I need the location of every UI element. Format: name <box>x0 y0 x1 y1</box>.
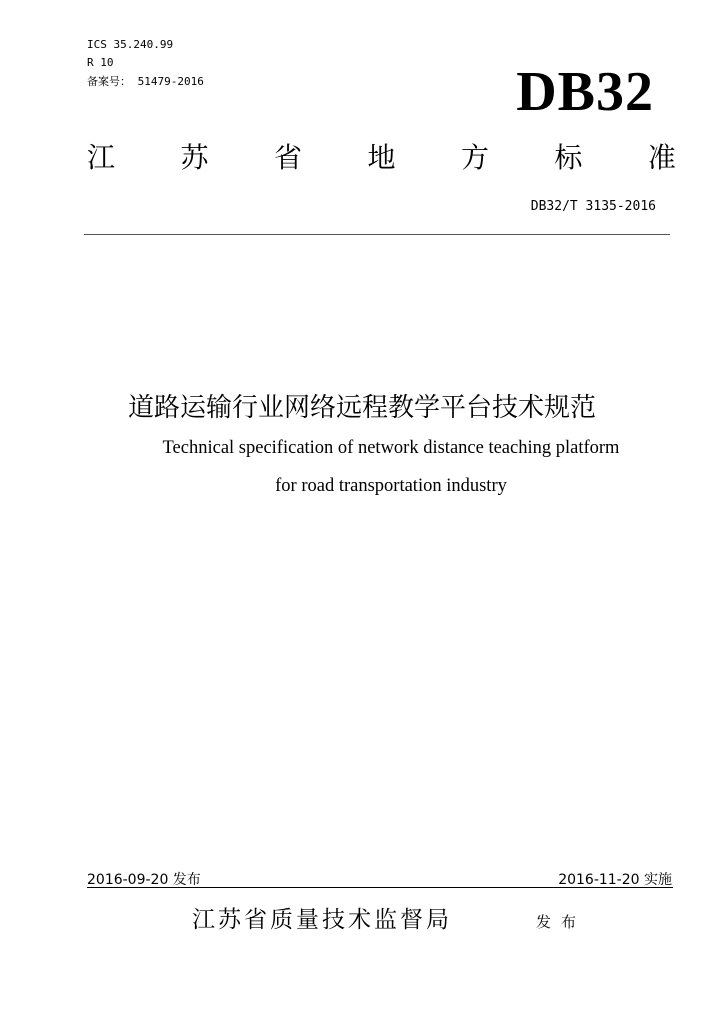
issuing-authority: 江苏省质量技术监督局 <box>192 907 452 933</box>
category-code: R 10 <box>87 56 114 69</box>
standard-type-char: 江 <box>87 141 116 174</box>
standard-type-char: 方 <box>460 141 489 174</box>
standard-type-char: 准 <box>647 141 676 174</box>
db32-logo: DB32 <box>516 61 654 123</box>
standard-number: DB32/T 3135-2016 <box>530 199 656 214</box>
standard-type-char: 地 <box>367 141 396 174</box>
issue-label: 发布 <box>536 913 587 931</box>
ics-code: ICS 35.240.99 <box>87 38 174 51</box>
standard-type-char: 苏 <box>180 141 209 174</box>
title-english-line-2: for road transportation industry <box>275 476 507 496</box>
filing-number: 备案号： 51479-2016 <box>87 75 204 88</box>
header-divider <box>84 234 670 235</box>
implementation-date: 2016-11-20 实施 <box>558 872 672 888</box>
issue-date: 2016-09-20 发布 <box>87 872 201 888</box>
standard-type-char: 省 <box>273 141 302 174</box>
standard-type-heading <box>87 140 676 176</box>
title-chinese: 道路运输行业网络远程教学平台技术规范 <box>127 393 596 423</box>
footer-divider <box>87 887 673 888</box>
standard-type-char: 标 <box>554 141 583 174</box>
title-english-line-1: Technical specification of network distance teaching platform <box>162 438 620 458</box>
